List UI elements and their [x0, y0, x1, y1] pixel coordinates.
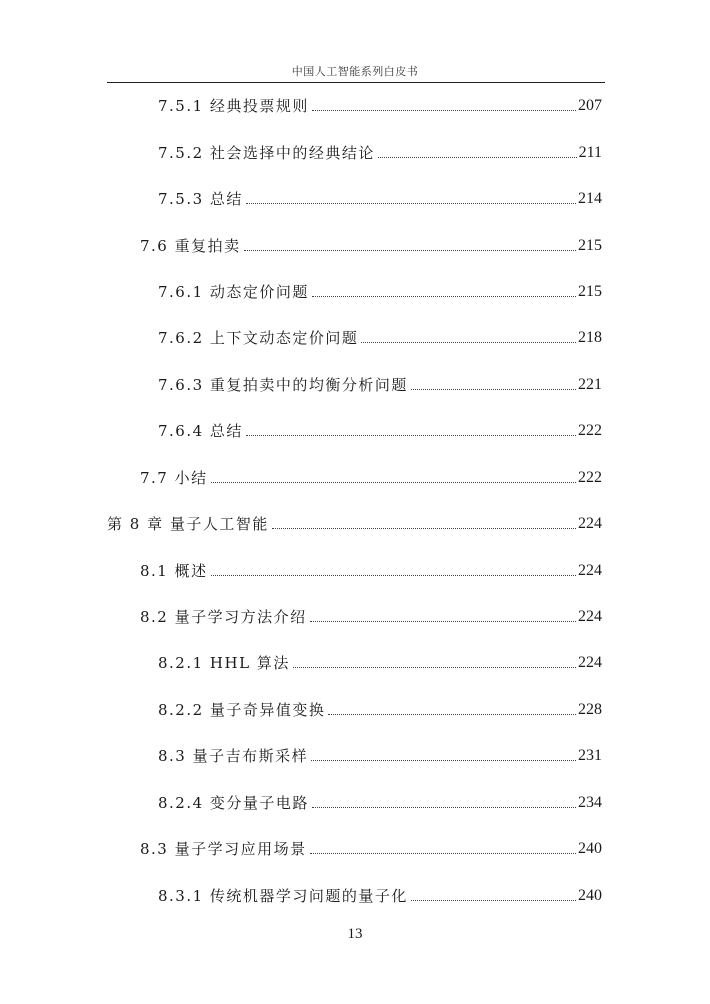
- toc-entry[interactable]: [140, 838, 602, 860]
- toc-entry-page: 214: [578, 190, 602, 207]
- toc-entry-title: 7.7 小结: [140, 469, 208, 487]
- running-header: 中国人工智能系列白皮书: [291, 65, 419, 78]
- toc-dot-leader: [312, 807, 576, 808]
- toc-entry-title: 第 8 章 量子人工智能: [107, 515, 269, 533]
- toc-dot-leader: [310, 621, 576, 622]
- toc-entry-page: 224: [578, 562, 602, 579]
- toc-entry-page: 224: [578, 608, 602, 625]
- toc-entry-page: 221: [578, 376, 602, 393]
- toc-entry-page: 224: [578, 654, 602, 671]
- toc-dot-leader: [246, 203, 576, 204]
- toc-entry[interactable]: [140, 606, 602, 628]
- toc-entry-page: 234: [578, 794, 602, 811]
- toc-entry[interactable]: [158, 142, 602, 164]
- toc-entry[interactable]: [158, 327, 602, 349]
- toc-entry-title: 8.3.1 传统机器学习问题的量子化: [158, 887, 408, 905]
- toc-entry[interactable]: [158, 652, 602, 674]
- toc-entry-page: 207: [578, 97, 602, 114]
- toc-entry-title: 7.5.2 社会选择中的经典结论: [158, 144, 375, 162]
- toc-entry[interactable]: [158, 281, 602, 303]
- toc-dot-leader: [411, 389, 576, 390]
- toc-entry-title: 7.6.1 动态定价问题: [158, 283, 309, 301]
- toc-entry[interactable]: [158, 699, 602, 721]
- toc-entry-page: 240: [578, 840, 602, 857]
- toc-entry-page: 218: [578, 329, 602, 346]
- toc-entry-title: 8.1 概述: [140, 562, 208, 580]
- toc-entry-title: 7.6.2 上下文动态定价问题: [158, 329, 359, 347]
- toc-entry-title: 8.3 量子学习应用场景: [140, 840, 307, 858]
- toc-entry-page: 211: [578, 144, 602, 161]
- toc-dot-leader: [328, 714, 576, 715]
- toc-entry[interactable]: [158, 95, 602, 117]
- toc-entry-title: 8.3 量子吉布斯采样: [158, 747, 309, 765]
- toc-entry[interactable]: [158, 792, 602, 814]
- toc-entry-page: 240: [578, 887, 602, 904]
- toc-dot-leader: [361, 342, 576, 343]
- toc-dot-leader: [312, 110, 576, 111]
- toc-entry[interactable]: [158, 188, 602, 210]
- toc-entry-title: 8.2.2 量子奇异值变换: [158, 701, 326, 719]
- toc-entry-title: 7.6.4 总结: [158, 422, 243, 440]
- toc-entry-page: 222: [578, 422, 602, 439]
- toc-entry[interactable]: [140, 235, 602, 257]
- toc-entry-page: 222: [578, 469, 602, 486]
- toc-entry[interactable]: [158, 745, 602, 767]
- toc-entry-title: 8.2 量子学习方法介绍: [140, 608, 307, 626]
- toc-dot-leader: [311, 760, 576, 761]
- toc-entry-title: 8.2.1 HHL 算法: [158, 654, 290, 672]
- toc-dot-leader: [310, 853, 576, 854]
- toc-entry-title: 8.2.4 变分量子电路: [158, 794, 309, 812]
- toc-entry-page: 231: [578, 747, 602, 764]
- toc-dot-leader: [378, 157, 577, 158]
- toc-dot-leader: [244, 250, 576, 251]
- toc-entry[interactable]: [140, 467, 602, 489]
- toc-entry-page: 215: [578, 237, 602, 254]
- toc-dot-leader: [272, 528, 576, 529]
- toc-chapter-entry[interactable]: [107, 513, 602, 535]
- toc-entry[interactable]: [158, 374, 602, 396]
- toc-entry-title: 7.6 重复拍卖: [140, 237, 241, 255]
- toc-entry-page: 228: [578, 701, 602, 718]
- toc-dot-leader: [211, 575, 576, 576]
- toc-entry-title: 7.6.3 重复拍卖中的均衡分析问题: [158, 376, 408, 394]
- toc-entry-title: 7.5.3 总结: [158, 190, 243, 208]
- toc-dot-leader: [411, 900, 576, 901]
- toc-dot-leader: [246, 435, 576, 436]
- toc-entry[interactable]: [140, 560, 602, 582]
- toc-entry[interactable]: [158, 885, 602, 907]
- toc-dot-leader: [211, 482, 576, 483]
- toc-dot-leader: [293, 667, 576, 668]
- page-number: 13: [347, 926, 363, 942]
- toc-entry-title: 7.5.1 经典投票规则: [158, 97, 309, 115]
- toc-entry-page: 224: [578, 515, 602, 532]
- toc-dot-leader: [312, 296, 576, 297]
- toc-entry[interactable]: [158, 420, 602, 442]
- toc-entry-page: 215: [578, 283, 602, 300]
